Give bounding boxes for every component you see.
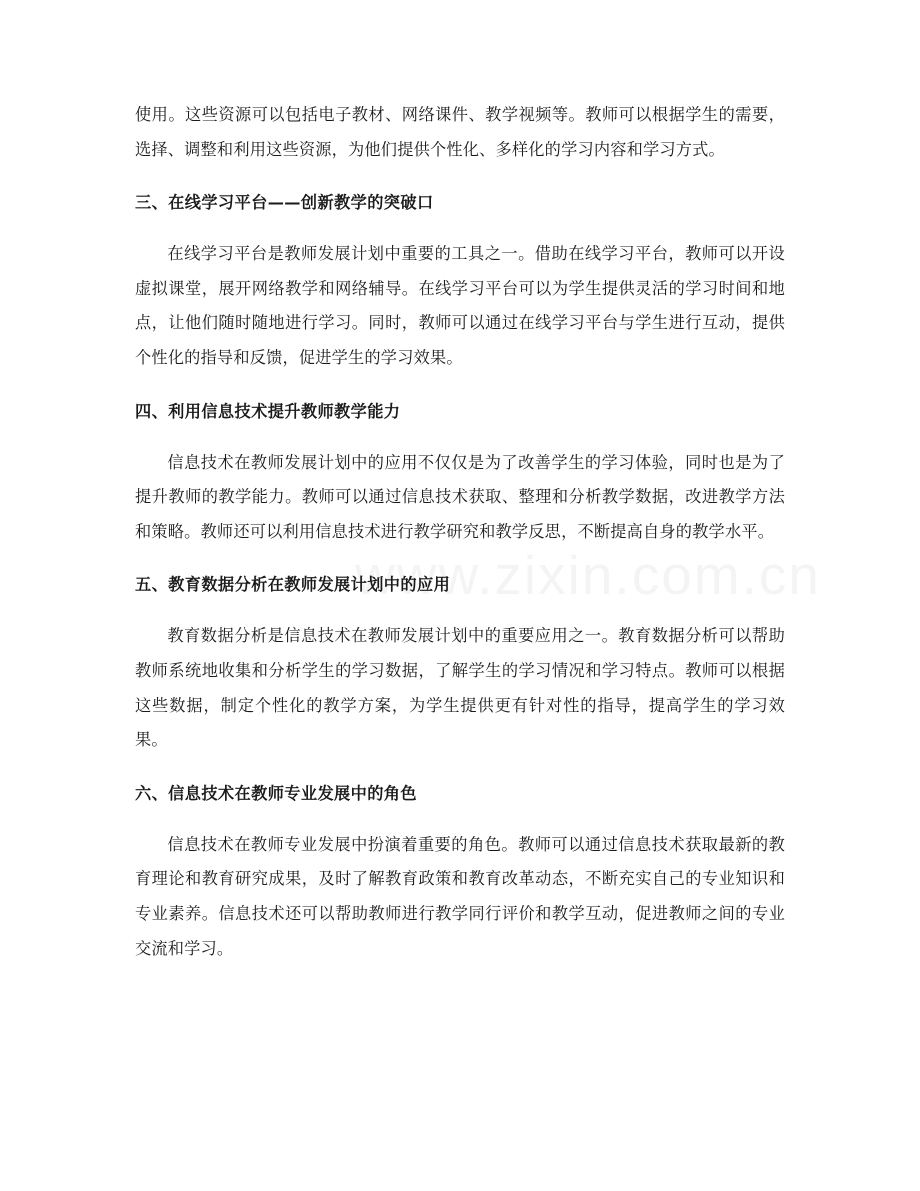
section-paragraph: 教育数据分析是信息技术在教师发展计划中的重要应用之一。教育数据分析可以帮助教师系统地收集和分析学生的学习数据，了解学生的学习情况和学习特点。教师可以根据这些数据，制定个性化的教学方案，为学生提供更有针对性的指导，提高学生的学习效果。	[135, 626, 785, 750]
section-5	[135, 568, 785, 757]
document-body	[135, 98, 785, 966]
section-3	[135, 186, 785, 375]
section-paragraph: 在线学习平台是教师发展计划中重要的工具之一。借助在线学习平台，教师可以开设虚拟课堂，展开网络教学和网络辅导。在线学习平台可以为学生提供灵活的学习时间和地点，让他们随时随地进行学习。同时，教师可以通过在线学习平台与学生进行互动，提供个性化的指导和反馈，促进学生的学习效果。	[135, 244, 785, 367]
section-paragraph: 信息技术在教师发展计划中的应用不仅仅是为了改善学生的学习体验，同时也是为了提升教师的教学能力。教师可以通过信息技术获取、整理和分析教学数据，改进教学方法和策略。教师还可以利用信息技术进行教学研究和教学反思，不断提高自身的教学水平。	[135, 452, 785, 541]
section-4	[135, 395, 785, 550]
section-heading: 三、在线学习平台——创新教学的突破口	[135, 193, 434, 213]
section-6	[135, 777, 785, 966]
section-heading: 五、教育数据分析在教师发展计划中的应用	[135, 575, 451, 595]
section-paragraph: 信息技术在教师专业发展中扮演着重要的角色。教师可以通过信息技术获取最新的教育理论和教育研究成果，及时了解教育政策和教育改革动态，不断充实自己的专业知识和专业素养。信息技术还可以帮助教师进行教学同行评价和教学互动，促进教师之间的专业交流和学习。	[135, 834, 785, 958]
intro-paragraph: 使用。这些资源可以包括电子教材、网络课件、教学视频等。教师可以根据学生的需要，选择、调整和利用这些资源，为他们提供个性化、多样化的学习内容和学习方式。	[135, 105, 785, 159]
section-heading: 四、利用信息技术提升教师教学能力	[135, 401, 401, 421]
section-heading: 六、信息技术在教师专业发展中的角色	[135, 783, 417, 803]
